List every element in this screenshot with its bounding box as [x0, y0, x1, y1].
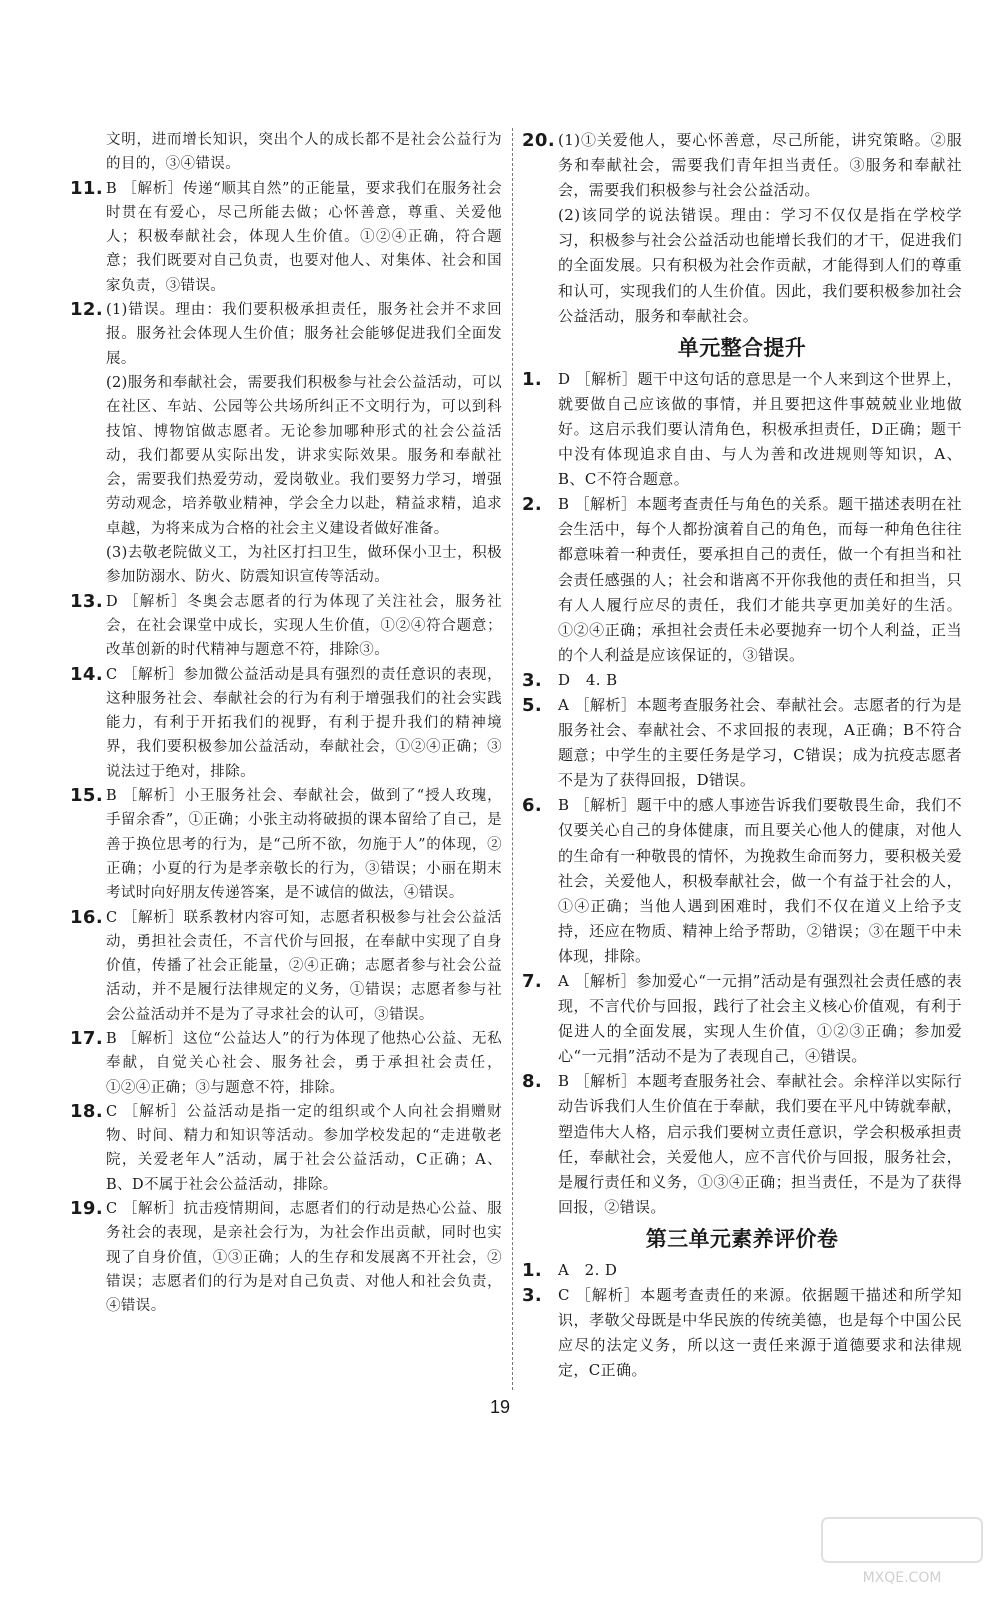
answer-text: D 4. B: [558, 670, 618, 689]
answer-item: [522, 668, 962, 693]
answer-item: [522, 367, 962, 492]
answer-text: B ［解析］传递“顺其自然”的正能量，要求我们在服务社会时贯在有爱心，尽己所能去做；心怀善意，尊重、关爱他人；积极奉献社会，体现人生价值。①②④正确，符合题意；我们既要对自己负责，也要对他人、对集体、社会和国家负责，③错误。: [106, 180, 502, 294]
answer-item: [522, 1258, 962, 1283]
answer-text: A ［解析］本题考查服务社会、奉献社会。志愿者的行为是服务社会、奉献社会、不求回报的表现，A正确；B不符合题意；中学生的主要任务是学习，C错误；成为抗疫志愿者不是为了获得回报，D错误。: [558, 695, 962, 790]
answer-text: C ［解析］本题考查责任的来源。依据题干描述和所学知识，孝敬父母既是中华民族的传统美德，也是每个中国公民应尽的法定义务，所以这一责任来源于道德要求和法律规定，C正确。: [558, 1286, 962, 1380]
answer-item: [70, 1100, 502, 1197]
question-number: 3.: [522, 1285, 543, 1307]
question-number: 12.: [70, 299, 104, 321]
answer-text: D ［解析］题干中这句话的意思是一个人来到这个世界上，就要做自己应该做的事情，并且要把这件事兢兢业业地做好。这启示我们要认清角色，积极承担责任，D正确；题干中没有体现追求自由、与人为善和改进规则等知识，A、B、C不符合题意。: [558, 369, 962, 489]
answer-text: (1)错误。理由：我们要积极承担责任，服务社会并不求回报。服务社会体现人生价值；服务社会能够促进我们全面发展。: [106, 302, 502, 367]
watermark-text: MXQE.COM: [862, 1570, 942, 1586]
section-title: 单元整合提升: [677, 335, 807, 360]
answer-item-continued: [70, 128, 502, 177]
answer-item: [70, 590, 502, 663]
question-number: 16.: [70, 906, 104, 928]
question-number: 19.: [70, 1198, 104, 1220]
question-number: 17.: [70, 1027, 104, 1049]
answer-text: C ［解析］参加微公益活动是具有强烈的责任意识的表现，这种服务社会、奉献社会的行为有利于增强我们的社会实践能力，有利于开拓我们的视野，有利于提升我们的精神境界，我们要积极参加公益活动，奉献社会，①②④正确；③说法过于绝对，排除。: [106, 666, 502, 780]
question-number: 20.: [522, 130, 556, 151]
answer-text: (1)①关爱他人，要心怀善意，尽己所能，讲究策略。②服务和奉献社会，需要我们青年担当责任。③服务和奉献社会，需要我们积极参与社会公益活动。: [558, 131, 962, 200]
answer-item: [70, 298, 502, 590]
question-number: 5.: [522, 694, 543, 716]
question-number: 18.: [70, 1100, 104, 1122]
question-number: 11.: [70, 177, 104, 199]
answer-item: [70, 1027, 502, 1100]
answer-item: [522, 128, 962, 329]
section-title: 第三单元素养评价卷: [645, 1226, 839, 1251]
right-column: [522, 128, 962, 1383]
question-number: 15.: [70, 785, 104, 807]
answer-item: [70, 906, 502, 1027]
answer-text: B ［解析］本题考查责任与角色的关系。题干描述表明在社会生活中，每个人都扮演着自己的角色，而每一种角色往往都意味着一种责任，要承担自己的责任，做一个有担当和社会责任感强的人；社会和谐离不开你我他的责任和担当，只有人人履行应尽的责任，我们才能共享更加美好的生活。①②④正确；承担社会责任未必要抛弃一切个人利益，正当的个人利益是应该保证的，③错误。: [558, 495, 962, 664]
question-number: 1.: [522, 1259, 543, 1281]
answer-item: [522, 693, 962, 793]
answer-item: [522, 793, 962, 969]
column-divider: [512, 128, 513, 1390]
question-number: 7.: [522, 971, 543, 992]
question-number: 2.: [522, 494, 543, 516]
answer-item: [522, 1283, 962, 1383]
answer-text: (2)服务和奉献社会，需要我们积极参与社会公益活动，可以在社区、车站、公园等公共场所纠正不文明行为，可以到科技馆、博物馆做志愿者。无论参加哪种形式的社会公益活动，我们都要从实际出发，讲求实际效果。服务和奉献社会，需要我们热爱劳动，爱岗敬业。我们要努力学习，增强劳动观念，培养敬业精神，学会全力以赴，精益求精，追求卓越，为将来成为合格的社会主义建设者做好准备。: [106, 374, 502, 537]
question-number: 6.: [522, 795, 543, 817]
answer-item: [522, 492, 962, 668]
answer-text: 文明，进而增长知识，突出个人的成长都不是社会公益行为的目的，③④错误。: [106, 132, 502, 173]
answer-item: [70, 177, 502, 298]
page-number: 19: [489, 1397, 511, 1417]
answer-text: B ［解析］小王服务社会、奉献社会，做到了“授人玫瑰，手留余香”，①正确；小张主动将破损的课本留给了自己，是善于换位思考的行为，是“己所不欲，勿施于人”的体现，②正确；小夏的行为是孝亲敬长的行为，③错误；小丽在期末考试时向好朋友传递答案，是不诚信的做法，④错误。: [106, 788, 502, 902]
answer-item: [70, 663, 502, 784]
watermark-logo: [812, 1512, 992, 1592]
question-number: 13.: [70, 590, 104, 612]
answer-text: B ［解析］这位“公益达人”的行为体现了他热心公益、无私奉献，自觉关心社会、服务社会，勇于承担社会责任，①②④正确；③与题意不符，排除。: [106, 1030, 502, 1096]
answer-text: A ［解析］参加爱心“一元捐”活动是有强烈社会责任感的表现，不言代价与回报，践行了社会主义核心价值观，有利于促进人的全面发展，实现人生价值，①②③正确；参加爱心“一元捐”活动不是为了表现自己，④错误。: [558, 972, 962, 1066]
answer-text: B ［解析］题干中的感人事迹告诉我们要敬畏生命，我们不仅要关心自己的身体健康，而且要关心他人的健康，对他人的生命有一种敬畏的情怀，为挽救生命而努力，要积极关爱社会，关爱他人，积极奉献社会，做一个有益于社会的人，①④正确；当他人遇到困难时，我们不仅在道义上给予支持，还应在物质、精神上给予帮助，②错误；③在题干中未体现，排除。: [558, 796, 962, 965]
answer-text: D ［解析］冬奥会志愿者的行为体现了关注社会，服务社会，在社会课堂中成长，实现人生价值，①②④符合题意；改革创新的时代精神与题意不符，排除③。: [106, 593, 502, 659]
answer-text: C ［解析］抗击疫情期间，志愿者们的行动是热心公益、服务社会的表现，是亲社会行为，为社会作出贡献，同时也实现了自身价值，①③正确；人的生存和发展离不开社会，②错误；志愿者们的行为是对自己负责、对他人和社会负责，④错误。: [106, 1201, 502, 1315]
answer-item: [522, 969, 962, 1069]
question-number: 14.: [70, 663, 104, 685]
answer-text: B ［解析］本题考查服务社会、奉献社会。余梓洋以实际行动告诉我们人生价值在于奉献，我们要在平凡中铸就奉献，塑造伟大人格，启示我们要树立责任意识，学会积极承担责任，奉献社会，关爱他人，应不言代价与回报，服务社会，是履行责任和义务，①③④正确；担当责任，不是为了获得回报，②错误。: [558, 1072, 962, 1216]
question-number: 1.: [522, 368, 543, 390]
answer-text: (2)该同学的说法错误。理由：学习不仅仅是指在学校学习，积极参与社会公益活动也能增长我们的才干，促进我们的全面发展。只有积极为社会作贡献，才能得到人们的尊重和认可，实现我们的人生价值。因此，我们要积极参加社会公益活动，服务和奉献社会。: [558, 206, 962, 325]
answer-item: [70, 784, 502, 905]
answer-item: [522, 1069, 962, 1220]
answer-text: C ［解析］公益活动是指一定的组织或个人向社会捐赠财物、时间、精力和知识等活动。参加学校发起的“走进敬老院，关爱老年人”活动，属于社会公益活动，C正确；A、B、D不属于社会公益活动，排除。: [106, 1103, 502, 1193]
answer-text: (3)去敬老院做义工，为社区打扫卫生，做环保小卫士，积极参加防溺水、防火、防震知识宣传等活动。: [106, 545, 502, 586]
left-column: [70, 128, 502, 1319]
answer-text: C ［解析］联系教材内容可知，志愿者积极参与社会公益活动，勇担社会责任，不言代价与回报，在奉献中实现了自身价值，传播了社会正能量，②④正确；志愿者参与社会公益活动，并不是履行法律规定的义务，①错误；志愿者参与社会公益活动并不是为了寻求社会的认可，③错误。: [106, 909, 502, 1023]
question-number: 3.: [522, 669, 543, 691]
answer-item: [70, 1197, 502, 1318]
question-number: 8.: [522, 1071, 543, 1093]
answer-text: A 2. D: [558, 1260, 618, 1279]
